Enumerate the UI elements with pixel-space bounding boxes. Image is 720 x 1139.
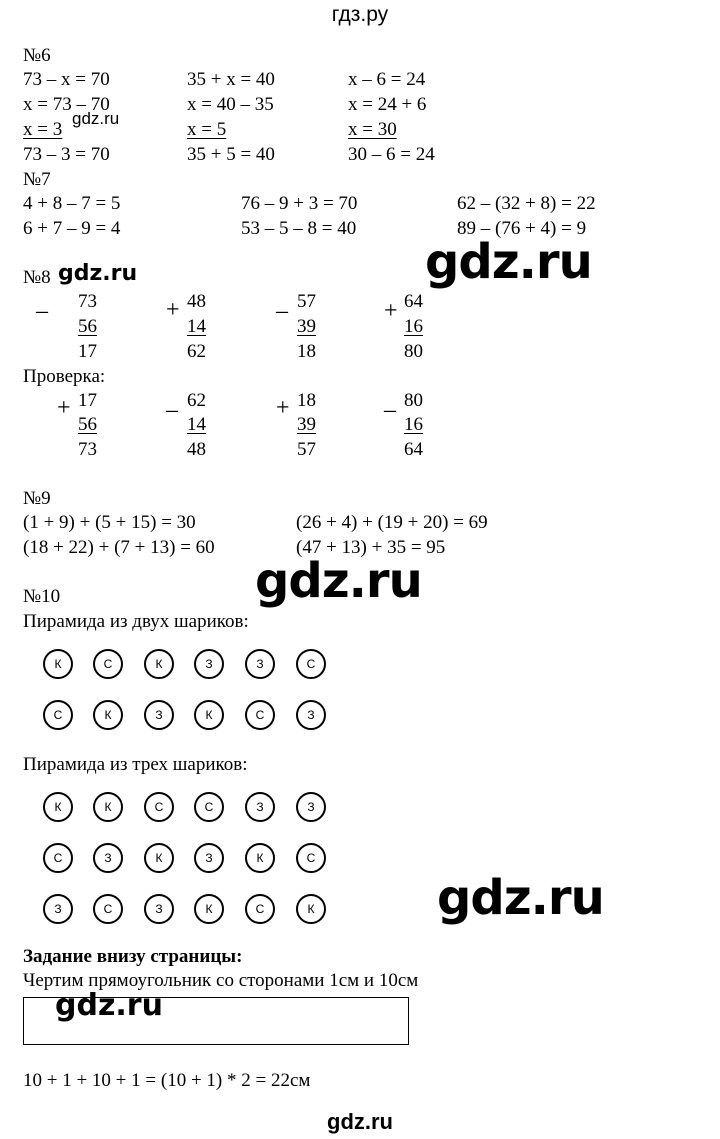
ball-З: З	[194, 649, 224, 679]
task-8-col3-sign: –	[276, 298, 288, 324]
task-8-col1-r: 17	[78, 341, 97, 362]
task-10-two-label: Пирамида из двух шариков:	[23, 611, 249, 632]
ball-К: К	[245, 843, 275, 873]
task-8-check2-r: 48	[187, 439, 206, 460]
task-8-col2-r: 62	[187, 341, 206, 362]
task-9-r1c1: (1 + 9) + (5 + 15) = 30	[23, 512, 196, 533]
task-8-check4-sign: –	[384, 397, 396, 423]
ball-З: З	[296, 792, 326, 822]
ball-З: З	[296, 700, 326, 730]
task-9-title: №9	[23, 488, 51, 509]
ball-З: З	[144, 700, 174, 730]
task-8-check1-a: 17	[78, 390, 97, 411]
task-8-col4-r: 80	[404, 341, 423, 362]
task-8-col3-r: 18	[297, 341, 316, 362]
ball-К: К	[144, 843, 174, 873]
task-8-check3-r: 57	[297, 439, 316, 460]
ball-З: З	[245, 792, 275, 822]
task-7-r2c3: 89 – (76 + 4) = 9	[457, 218, 587, 239]
task-6-col3-line2: x = 24 + 6	[348, 94, 427, 115]
task-8-col1-sign: –	[36, 298, 48, 324]
ball-З: З	[194, 843, 224, 873]
ball-К: К	[194, 894, 224, 924]
ball-С: С	[296, 649, 326, 679]
task-8-check1-r: 73	[78, 439, 97, 460]
bottom-task-title: Задание внизу страницы:	[23, 946, 243, 967]
ball-К: К	[194, 700, 224, 730]
task-8-col2-a: 48	[187, 291, 206, 312]
task-8-check2-sign: –	[166, 397, 178, 423]
task-8-col3-a: 57	[297, 291, 316, 312]
task-6-col3-answer: x = 30	[348, 119, 397, 140]
task-8-col4-b: 16	[404, 316, 423, 337]
watermark: gdz.ru	[437, 870, 604, 926]
task-8-col3-b: 39	[297, 316, 316, 337]
task-9-r1c2: (26 + 4) + (19 + 20) = 69	[296, 512, 488, 533]
ball-С: С	[93, 649, 123, 679]
task-6-col1-check: 73 – 3 = 70	[23, 144, 110, 165]
task-8-check-label: Проверка:	[23, 366, 106, 387]
task-8-title: №8	[23, 267, 51, 288]
ball-К: К	[43, 649, 73, 679]
task-8-col2-b: 14	[187, 316, 206, 337]
task-10-title: №10	[23, 586, 61, 607]
ball-З: З	[144, 894, 174, 924]
task-6-col2-check: 35 + 5 = 40	[187, 144, 275, 165]
task-6-col3-line1: x – 6 = 24	[348, 69, 426, 90]
watermark: gdz.ru	[72, 109, 120, 128]
ball-С: С	[296, 843, 326, 873]
task-8-check4-b: 16	[404, 414, 423, 435]
task-8-check2-a: 62	[187, 390, 206, 411]
task-7-title: №7	[23, 169, 51, 190]
task-8-col4-a: 64	[404, 291, 423, 312]
ball-С: С	[93, 894, 123, 924]
ball-К: К	[144, 649, 174, 679]
task-8-check2-b: 14	[187, 414, 206, 435]
task-9-r2c2: (47 + 13) + 35 = 95	[296, 537, 446, 558]
watermark: gdz.ru	[255, 553, 422, 609]
task-7-r1c2: 76 – 9 + 3 = 70	[241, 193, 358, 214]
site-footer: gdz.ru	[327, 1109, 393, 1134]
ball-С: С	[43, 843, 73, 873]
ball-С: С	[144, 792, 174, 822]
task-7-r2c2: 53 – 5 – 8 = 40	[241, 218, 357, 239]
task-6-col1-answer: x = 3	[23, 119, 63, 140]
ball-К: К	[93, 700, 123, 730]
task-8-col1-a: 73	[78, 291, 97, 312]
task-6-col2-line1: 35 + x = 40	[187, 69, 275, 90]
task-6-col2-answer: x = 5	[187, 119, 227, 140]
task-8-check1-b: 56	[78, 414, 97, 435]
task-7-r1c3: 62 – (32 + 8) = 22	[457, 193, 596, 214]
ball-С: С	[245, 894, 275, 924]
task-6-col1-line1: 73 – x = 70	[23, 69, 110, 90]
ball-К: К	[43, 792, 73, 822]
ball-С: С	[43, 700, 73, 730]
task-6-title: №6	[23, 45, 51, 66]
task-8-col1-b: 56	[78, 316, 97, 337]
task-8-check3-sign: +	[276, 395, 290, 421]
task-8-check3-b: 39	[297, 414, 316, 435]
ball-З: З	[43, 894, 73, 924]
task-8-check4-a: 80	[404, 390, 423, 411]
task-7-r2c1: 6 + 7 – 9 = 4	[23, 218, 121, 239]
task-8-col4-sign: +	[384, 298, 398, 324]
task-8-col2-sign: +	[166, 297, 180, 323]
task-6-col2-line2: x = 40 – 35	[187, 94, 274, 115]
task-7-r1c1: 4 + 8 – 7 = 5	[23, 193, 121, 214]
task-9-r2c1: (18 + 22) + (7 + 13) = 60	[23, 537, 215, 558]
ball-З: З	[245, 649, 275, 679]
bottom-task-formula: 10 + 1 + 10 + 1 = (10 + 1) * 2 = 22см	[23, 1070, 311, 1091]
ball-С: С	[245, 700, 275, 730]
task-6-col3-check: 30 – 6 = 24	[348, 144, 435, 165]
ball-С: С	[194, 792, 224, 822]
task-8-check4-r: 64	[404, 439, 423, 460]
watermark: gdz.ru	[58, 261, 138, 286]
watermark: gdz.ru	[55, 988, 163, 1023]
task-8-check1-sign: +	[57, 395, 71, 421]
ball-З: З	[93, 843, 123, 873]
site-header: гдз.ру	[331, 3, 389, 26]
task-6-col1-line2: x = 73 – 70	[23, 94, 110, 115]
ball-К: К	[296, 894, 326, 924]
task-10-three-label: Пирамида из трех шариков:	[23, 754, 248, 775]
bottom-task-text: Чертим прямоугольник со сторонами 1см и 10см	[23, 970, 419, 991]
watermark: gdz.ru	[425, 234, 592, 290]
task-8-check3-a: 18	[297, 390, 316, 411]
ball-К: К	[93, 792, 123, 822]
